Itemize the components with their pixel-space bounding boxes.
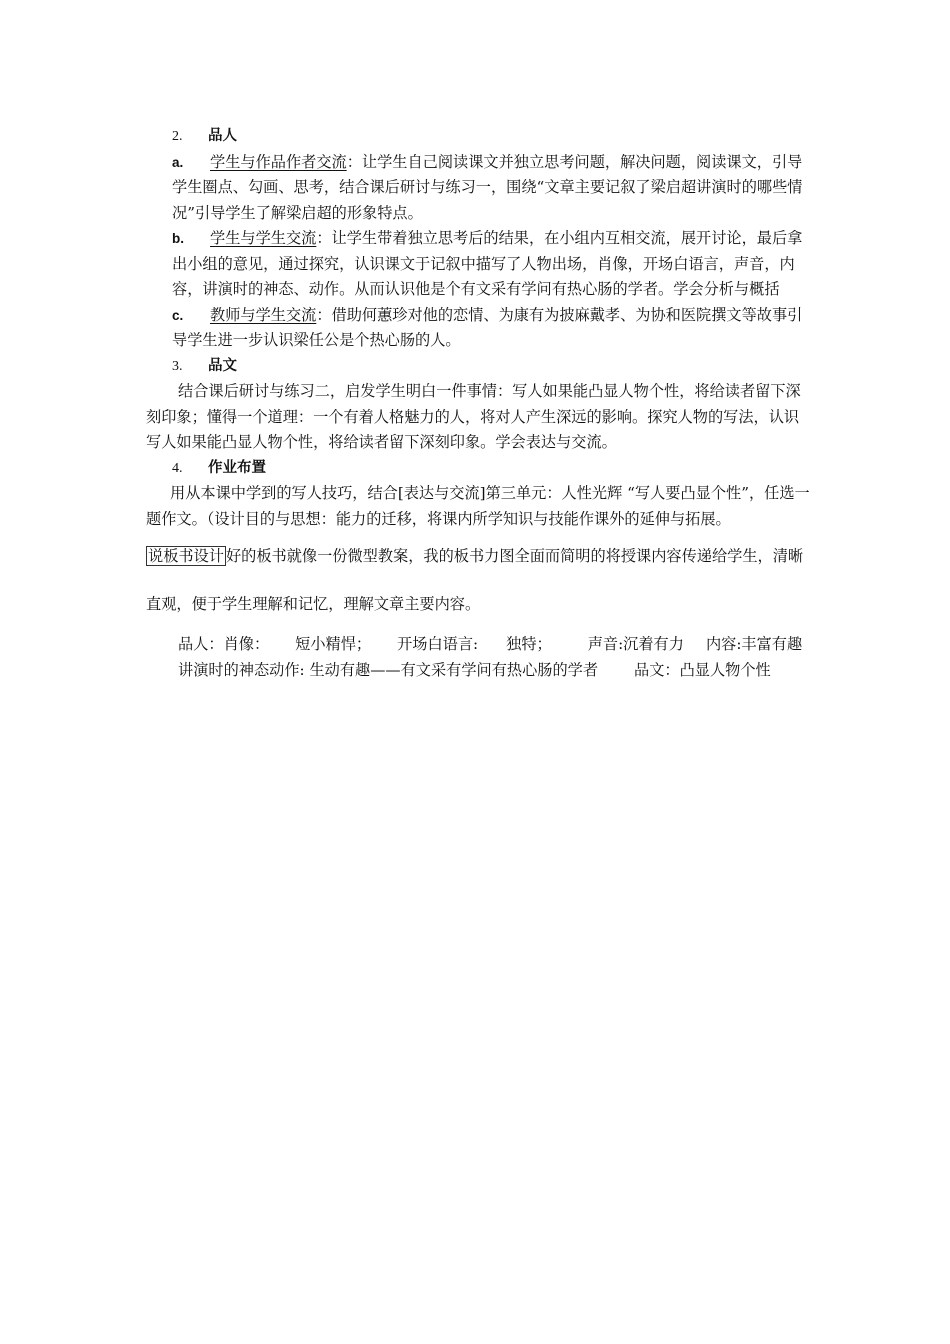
board-line-1 <box>146 632 812 658</box>
item-letter: a. <box>172 154 184 170</box>
section-4-paragraph: 用从本课中学到的写人技巧，结合[表达与交流]第三单元：人性光辉 “写人要凸显个性”，任选一题作文。（设计目的与思想：能力的迁移，将课内所学知识与技能作课外的延伸与拓展。 <box>146 484 810 528</box>
item-label: 教师与学生交流 <box>210 305 317 324</box>
section-number: 4. <box>172 460 183 476</box>
board-design-label: 说板书设计 <box>148 547 224 565</box>
board-item: 品文：凸显人物个性 <box>634 660 771 679</box>
item-label: 学生与作品作者交流 <box>210 152 347 171</box>
board-item: 独特； <box>506 635 552 653</box>
board-item: 内容:丰富有趣 <box>705 635 803 653</box>
section-number: 2. <box>172 129 183 144</box>
board-line-2 <box>146 658 812 684</box>
list-item-c <box>146 303 812 354</box>
item-letter: b. <box>172 231 184 246</box>
section-title: 作业布置 <box>208 459 266 476</box>
section-title: 品文 <box>208 357 237 374</box>
list-item-a <box>146 150 812 227</box>
board-design-paragraph <box>146 532 812 628</box>
item-body <box>172 226 812 303</box>
board-item: 讲演时的神态动作: 生动有趣——有文采有学问有热心肠的学者 <box>178 660 599 679</box>
board-design-text: 好的板书就像一份微型教案，我的板书力图全面而简明的将授课内容传递给学生，清晰直观，便于学生理解和记忆，理解文章主要内容。 <box>146 547 804 613</box>
section-heading-3 <box>146 354 812 380</box>
item-label: 学生与学生交流 <box>210 229 317 247</box>
list-item-b <box>146 226 812 303</box>
item-text: ：让学生带着独立思考后的结果，在小组内互相交流，展开讨论，最后拿出小组的意见，通过探究，认识课文于记叙中描写了人物出场，肖像，开场白语言，声音，内容，讲演时的神态、动作。从而认识他是个有文采有学问有热心肠的学者。学会分析与概括 <box>172 229 803 298</box>
item-text: ：借助何蕙珍对他的恋情、为康有为披麻戴孝、为协和医院撰文等故事引导学生进一步认识梁任公是个热心肠的人。 <box>172 305 803 349</box>
board-item: 开场白语言: <box>397 635 479 653</box>
section-heading-2 <box>146 124 812 150</box>
document-page <box>146 124 812 683</box>
board-item: 声音:沉着有力 <box>587 635 684 653</box>
item-body <box>172 303 812 354</box>
section-3-paragraph: 结合课后研讨与练习二，启发学生明白一件事情：写人如果能凸显人物个性，将给读者留下深刻印象；懂得一个道理：一个有着人格魅力的人，将对人产生深远的影响。探究人物的写法，认识写人如果能凸显人物个性，将给读者留下深刻印象。学会表达与交流。 <box>146 382 801 451</box>
item-letter: c. <box>172 307 184 323</box>
board-item: 品人：肖像： <box>178 635 270 653</box>
section-title: 品人 <box>208 128 237 144</box>
section-number: 3. <box>172 358 183 374</box>
section-heading-4 <box>146 456 812 482</box>
item-body <box>172 150 812 227</box>
board-item: 短小精悍； <box>295 635 372 653</box>
item-text: ：让学生自己阅读课文并独立思考问题，解决问题，阅读课文，引导学生圈点、勾画、思考，结合课后研讨与练习一，围绕“文章主要记叙了梁启超讲演时的哪些情况”引导学生了解梁启超的形象特点。 <box>172 152 803 222</box>
